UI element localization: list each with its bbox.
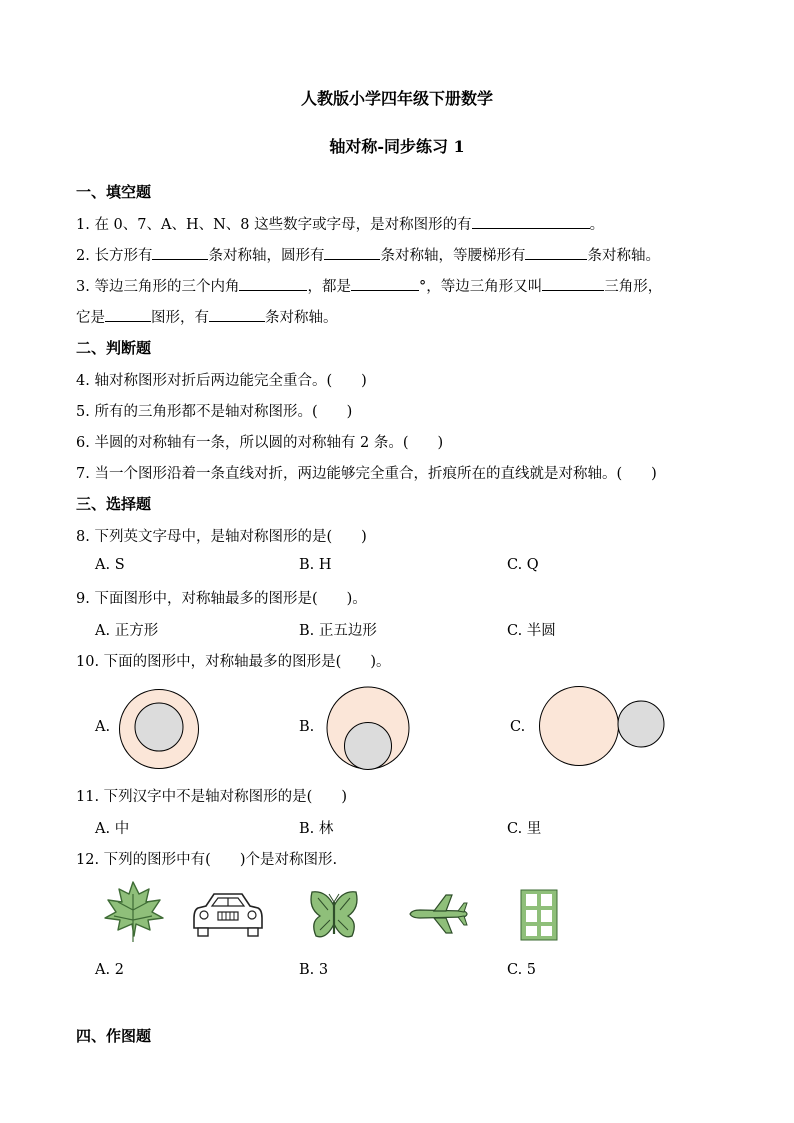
- answer-blank[interactable]: [324, 245, 380, 260]
- externally-tangent-circles-figure: [539, 686, 669, 768]
- question-12: 12. 下列的图形中有( )个是对称图形.: [76, 852, 338, 868]
- page-title: 人教版小学四年级下册数学: [300, 89, 493, 108]
- option-c[interactable]: C. 里: [507, 821, 542, 837]
- page-subtitle: 轴对称-同步练习 1: [329, 137, 465, 156]
- internally-tangent-circles-figure: [326, 686, 410, 772]
- section-draw-heading: 四、作图题: [76, 1027, 152, 1045]
- option-b[interactable]: B. 3: [299, 962, 329, 978]
- question-3-line-1: 3. 等边三角形的三个内角 ，都是 °，等边三角形又叫 三角形，: [76, 275, 662, 296]
- maple-leaf-icon: [100, 880, 166, 944]
- section-fill-heading: 一、填空题: [76, 183, 152, 201]
- option-a[interactable]: A. S: [95, 557, 125, 573]
- section-choice-heading: 三、选择题: [76, 495, 152, 513]
- question-9: 9. 下面图形中，对称轴最多的图形是( )。: [76, 591, 367, 607]
- option-c[interactable]: C. 5: [507, 962, 537, 978]
- question-1: 1. 在 0、7、A、H、N、8 这些数字或字母，是对称图形的有 。: [76, 213, 604, 234]
- option-c[interactable]: C. Q: [507, 557, 539, 573]
- option-b[interactable]: B. 林: [299, 821, 334, 837]
- question-3-line-2: 它是 图形，有 条对称轴。: [76, 306, 338, 327]
- question-6: 6. 半圆的对称轴有一条，所以圆的对称轴有 2 条。( ): [76, 435, 444, 451]
- option-a[interactable]: A. 中: [95, 821, 130, 837]
- answer-blank[interactable]: [209, 307, 265, 322]
- answer-blank[interactable]: [525, 245, 587, 260]
- answer-blank[interactable]: [472, 214, 590, 229]
- section-judge-heading: 二、判断题: [76, 339, 152, 357]
- answer-blank[interactable]: [542, 276, 604, 291]
- answer-blank[interactable]: [105, 307, 151, 322]
- option-b[interactable]: B. H: [299, 557, 332, 573]
- question-5: 5. 所有的三角形都不是轴对称图形。( ): [76, 404, 353, 420]
- option-b[interactable]: B.: [299, 719, 315, 735]
- question-8: 8. 下列英文字母中，是轴对称图形的是( ): [76, 529, 367, 545]
- answer-blank[interactable]: [239, 276, 307, 291]
- question-7: 7. 当一个图形沿着一条直线对折，两边能够完全重合，折痕所在的直线就是对称轴。( ): [76, 466, 657, 482]
- question-4: 4. 轴对称图形对折后两边能完全重合。( ): [76, 373, 367, 389]
- butterfly-icon: [308, 888, 360, 944]
- option-a[interactable]: A.: [95, 719, 111, 735]
- car-icon: [192, 888, 264, 940]
- question-11: 11. 下列汉字中不是轴对称图形的是( ): [76, 789, 347, 805]
- question-10: 10. 下面的图形中，对称轴最多的图形是( )。: [76, 654, 391, 670]
- concentric-circles-figure: [118, 688, 200, 770]
- window-icon: [520, 889, 558, 941]
- airplane-icon: [408, 893, 470, 935]
- option-a[interactable]: A. 正方形: [95, 623, 159, 639]
- answer-blank[interactable]: [351, 276, 419, 291]
- option-c[interactable]: C.: [510, 719, 526, 735]
- question-1-text: 1. 在 0、7、A、H、N、8 这些数字或字母，是对称图形的有: [76, 217, 472, 233]
- answer-blank[interactable]: [152, 245, 208, 260]
- option-b[interactable]: B. 正五边形: [299, 623, 377, 639]
- question-2: 2. 长方形有 条对称轴，圆形有 条对称轴，等腰梯形有 条对称轴。: [76, 244, 660, 265]
- option-a[interactable]: A. 2: [95, 962, 124, 978]
- option-c[interactable]: C. 半圆: [507, 623, 556, 639]
